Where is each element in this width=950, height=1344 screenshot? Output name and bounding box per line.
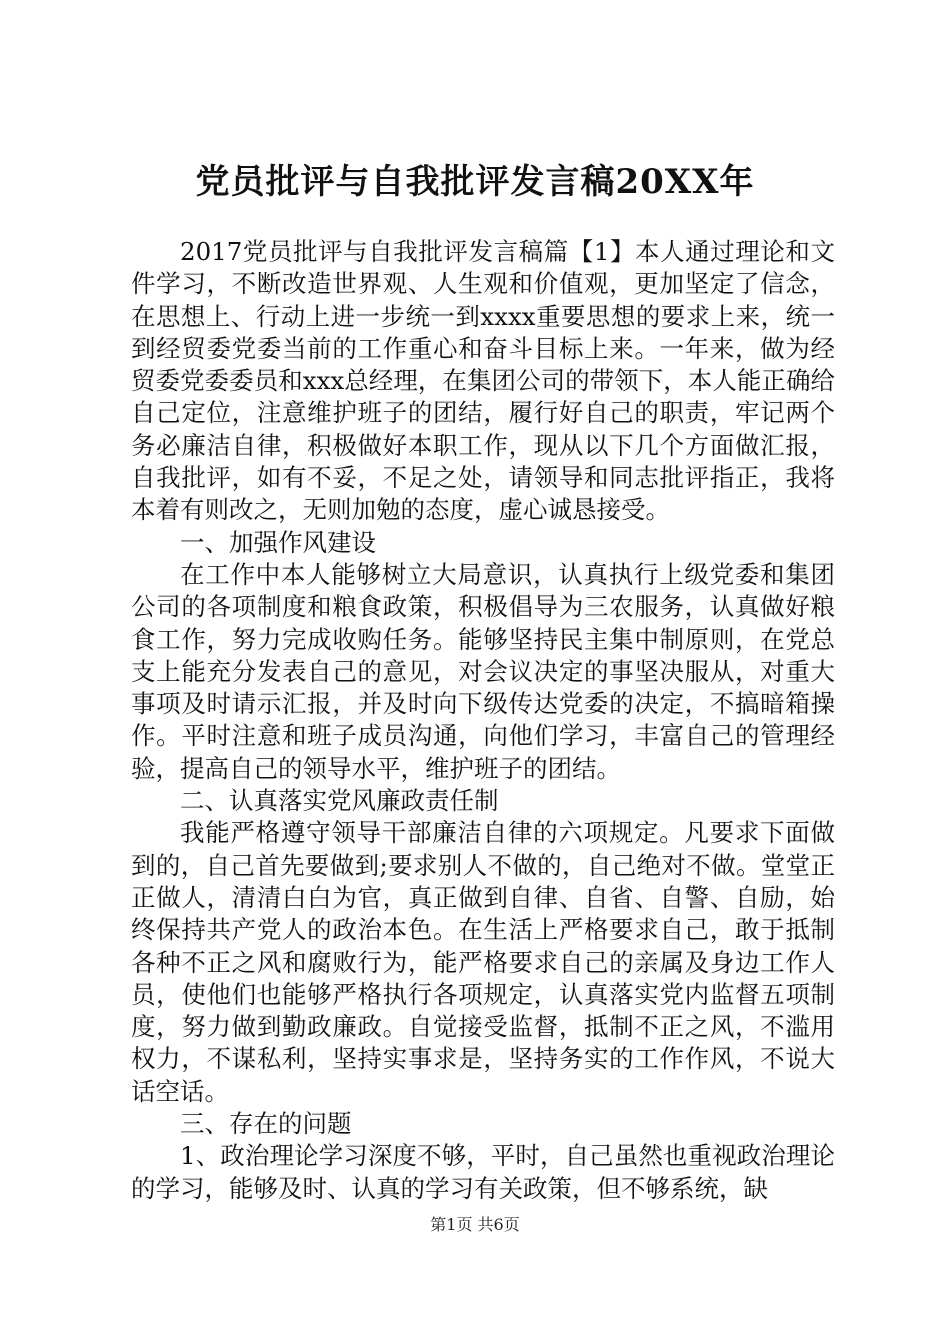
document-title: 党员批评与自我批评发言稿20XX年 [195, 162, 755, 202]
page-number-footer: 第1页 共6页 [430, 1215, 520, 1234]
paragraph-section-1: 在工作中本人能够树立大局意识，认真执行上级党委和集团公司的各项制度和粮食政策，积极倡导为三农服务，认真做好粮食工作，努力完成收购任务。能够坚持民主集中制原则，在党总支上能充分发表自己的意见，对会议决定的事坚决服从，对重大事项及时请示汇报，并及时向下级传达党委的决定，不搞暗箱操作。平时注意和班子成员沟通，向他们学习，丰富自己的管理经验，提高自己的领导水平，维护班子的团结。 [131, 559, 835, 783]
section-heading-3: 三、存在的问题 [180, 1109, 352, 1139]
document-body [131, 236, 835, 1205]
paragraph-intro: 2017党员批评与自我批评发言稿篇【1】本人通过理论和文件学习，不断改造世界观、人生观和价值观，更加坚定了信念，在思想上、行动上进一步统一到xxxx重要思想的要求上来，统一到经贸委党委当前的工作重心和奋斗目标上来。一年来，做为经贸委党委委员和xxx总经理，在集团公司的带领下，本人能正确给自己定位，注意维护班子的团结，履行好自己的职责，牢记两个务必廉洁自律，积极做好本职工作，现从以下几个方面做汇报，自我批评，如有不妥，不足之处，请领导和同志批评指正，我将本着有则改之，无则加勉的态度，虚心诚恳接受。 [131, 237, 835, 525]
section-heading-1: 一、加强作风建设 [180, 527, 376, 557]
paragraph-section-2: 我能严格遵守领导干部廉洁自律的六项规定。凡要求下面做到的，自己首先要做到;要求别人不做的，自己绝对不做。堂堂正正做人，清清白白为官，真正做到自律、自省、自警、自励，始终保持共产党人的政治本色。在生活上严格要求自己，敢于抵制各种不正之风和腐败行为，能严格要求自己的亲属及身边工作人员，使他们也能够严格执行各项规定，认真落实党内监督五项制度，努力做到勤政廉政。自觉接受监督，抵制不正之风，不滥用权力，不谋私利，坚持实事求是，坚持务实的工作作风，不说大话空话。 [131, 818, 835, 1106]
section-heading-2: 二、认真落实党风廉政责任制 [180, 786, 499, 816]
paragraph-section-3: 1、政治理论学习深度不够，平时，自己虽然也重视政治理论的学习，能够及时、认真的学习有关政策，但不够系统，缺 [131, 1141, 835, 1203]
